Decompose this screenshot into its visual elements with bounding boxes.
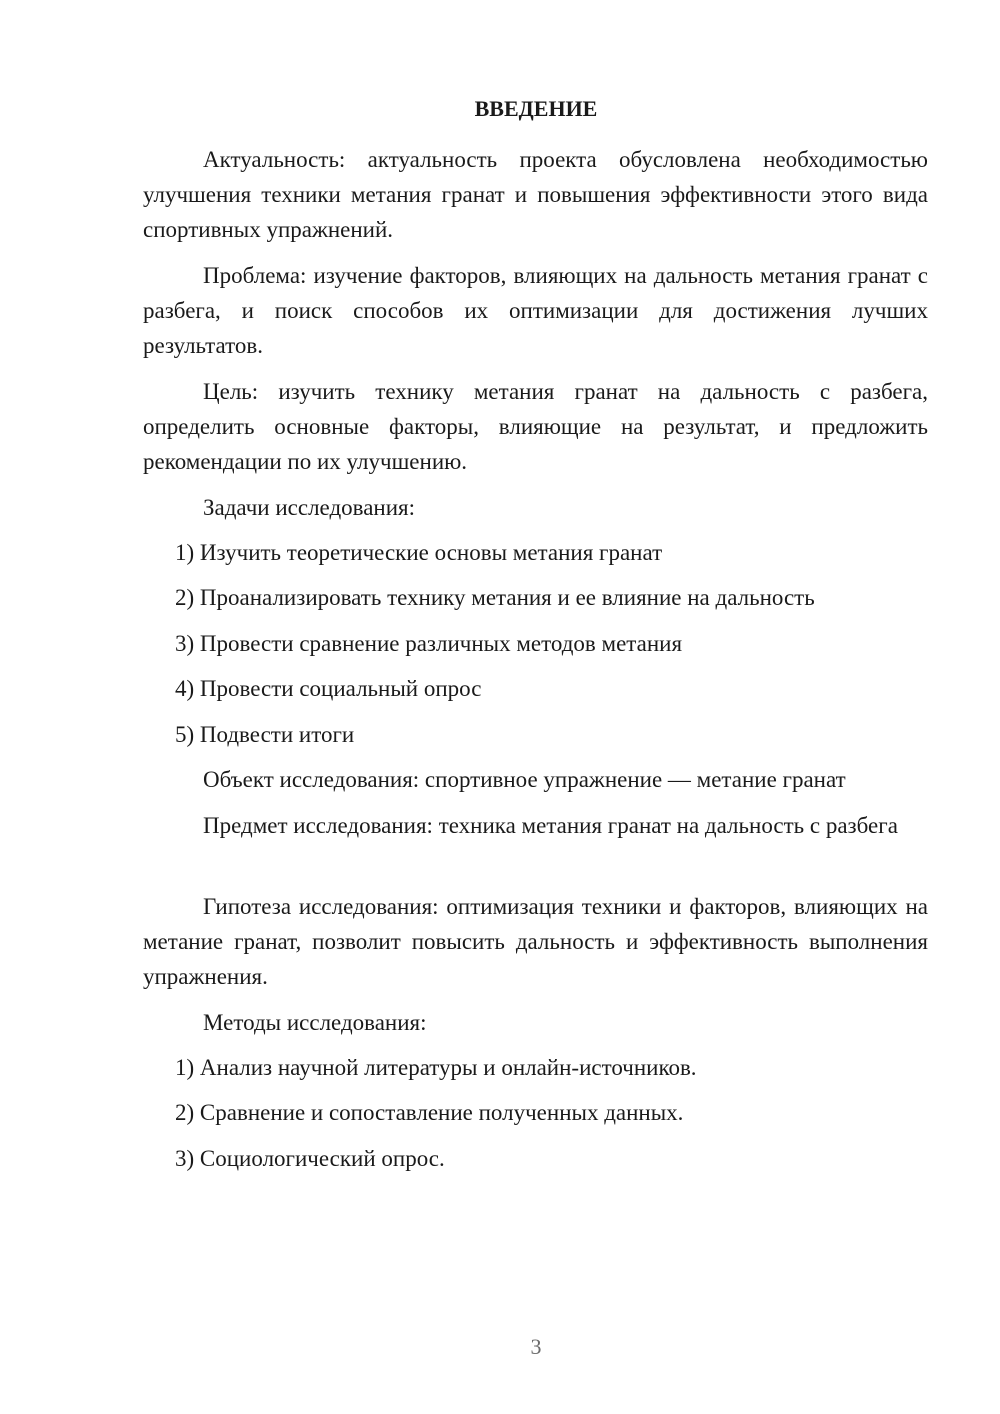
page-number: 3 xyxy=(530,1334,542,1359)
task-item: 4) Провести социальный опрос xyxy=(175,676,482,701)
method-item: 2) Сравнение и сопоставление полученных данных. xyxy=(175,1100,684,1125)
object-line: Объект исследования: спортивное упражнение — метание гранат xyxy=(203,767,846,792)
problem-paragraph: Проблема: изучение факторов, влияющих на дальность метания гранат с разбега, и поиск способов их оптимизации для достижения лучших результатов. xyxy=(143,263,928,358)
subject-paragraph: Предмет исследования: техника метания гранат на дальность с разбега xyxy=(203,813,898,838)
section-heading: ВВЕДЕНИЕ xyxy=(474,96,598,121)
methods-heading: Методы исследования: xyxy=(203,1010,427,1035)
method-item: 3) Социологический опрос. xyxy=(175,1146,445,1171)
hypothesis-paragraph: Гипотеза исследования: оптимизация техники и факторов, влияющих на метание гранат, позволит повысить дальность и эффективность выполнения упражнения. xyxy=(143,894,928,989)
task-item: 3) Провести сравнение различных методов метания xyxy=(175,631,683,656)
task-item: 5) Подвести итоги xyxy=(175,722,355,747)
task-item: 2) Проанализировать технику метания и ее влияние на дальность xyxy=(175,585,815,610)
relevance-paragraph: Актуальность: актуальность проекта обусловлена необходимостью улучшения техники метания гранат и повышения эффективности этого вида спортивных упражнений. xyxy=(143,147,928,242)
task-item: 1) Изучить теоретические основы метания гранат xyxy=(175,540,663,565)
goal-paragraph: Цель: изучить технику метания гранат на дальность с разбега, определить основные факторы, влияющие на результат, и предложить рекомендации по их улучшению. xyxy=(143,379,928,474)
tasks-heading: Задачи исследования: xyxy=(203,495,416,520)
method-item: 1) Анализ научной литературы и онлайн-источников. xyxy=(175,1055,697,1080)
